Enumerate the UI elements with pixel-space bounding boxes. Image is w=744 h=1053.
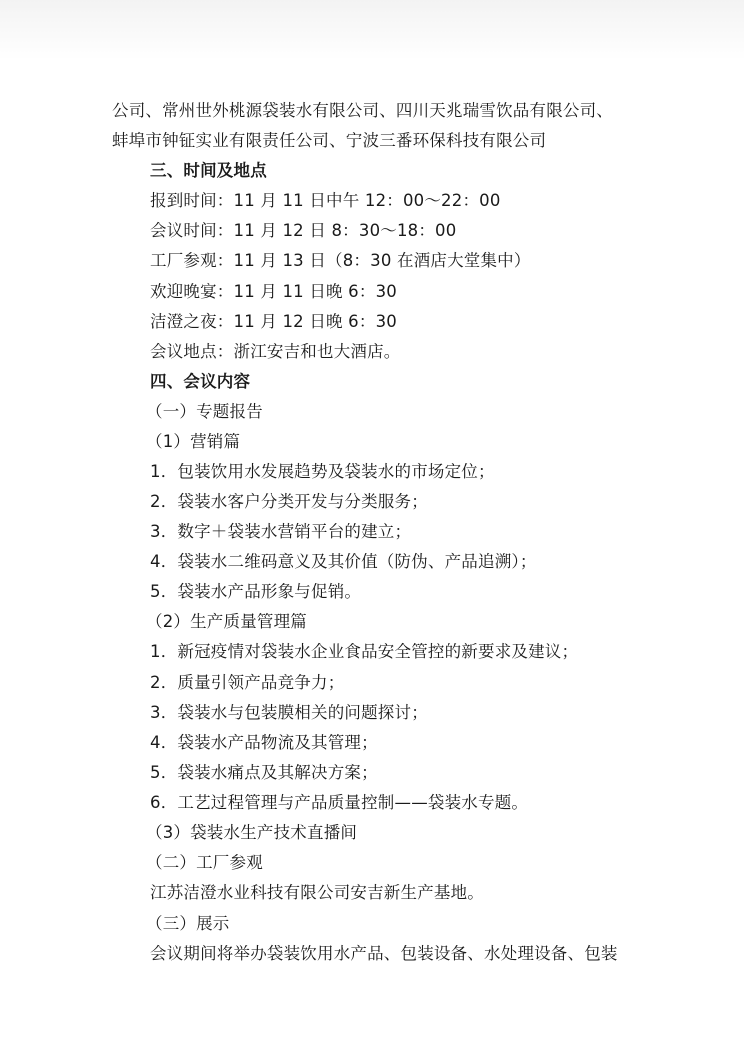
marketing-item-2: 2．袋装水客户分类开发与分类服务； xyxy=(150,492,428,511)
subsection-topic-reports: （一）专题报告 xyxy=(146,402,263,421)
quality-item-3: 3．袋装水与包装膜相关的问题探讨； xyxy=(150,703,428,722)
marketing-item-5: 5．袋装水产品形象与促销。 xyxy=(150,582,362,601)
section-3-heading: 三、时间及地点 xyxy=(150,161,267,180)
quality-item-6: 6．工艺过程管理与产品质量控制——袋装水专题。 xyxy=(150,793,529,812)
jiecheng-night-time: 洁澄之夜：11 月 12 日晚 6：30 xyxy=(150,312,397,331)
marketing-item-4: 4．袋装水二维码意义及其价值（防伪、产品追溯）； xyxy=(150,552,537,571)
intro-line-2: 蚌埠市钟钲实业有限责任公司、宁波三番环保科技有限公司 xyxy=(112,131,547,150)
quality-item-4: 4．袋装水产品物流及其管理； xyxy=(150,733,378,752)
quality-item-5: 5．袋装水痛点及其解决方案； xyxy=(150,763,378,782)
marketing-item-3: 3．数字＋袋装水营销平台的建立； xyxy=(150,522,412,541)
part-livestream-title: （3）袋装水生产技术直播间 xyxy=(146,823,358,842)
meeting-time: 会议时间：11 月 12 日 8：30～18：00 xyxy=(150,221,457,240)
marketing-item-1: 1．包装饮用水发展趋势及袋装水的市场定位； xyxy=(150,462,495,481)
welcome-dinner-time: 欢迎晚宴：11 月 11 日晚 6：30 xyxy=(150,282,397,301)
checkin-time: 报到时间：11 月 11 日中午 12：00～22：00 xyxy=(150,191,501,210)
part-marketing-title: （1）营销篇 xyxy=(146,432,241,451)
subsection-exhibition: （三）展示 xyxy=(146,914,230,933)
part-quality-title: （2）生产质量管理篇 xyxy=(146,612,307,631)
subsection-factory-visit: （二）工厂参观 xyxy=(146,853,263,872)
exhibition-text: 会议期间将举办袋装饮用水产品、包装设备、水处理设备、包装 xyxy=(150,944,618,963)
intro-line-1: 公司、常州世外桃源袋装水有限公司、四川天兆瑞雪饮品有限公司、 xyxy=(112,101,613,120)
meeting-location: 会议地点：浙江安吉和也大酒店。 xyxy=(150,342,401,361)
section-4-heading: 四、会议内容 xyxy=(150,372,251,391)
factory-visit-text: 江苏洁澄水业科技有限公司安吉新生产基地。 xyxy=(150,883,484,902)
quality-item-1: 1．新冠疫情对袋装水企业食品安全管控的新要求及建议； xyxy=(150,642,579,661)
factory-visit-time: 工厂参观：11 月 13 日（8：30 在酒店大堂集中） xyxy=(150,251,531,270)
quality-item-2: 2．质量引领产品竞争力； xyxy=(150,673,345,692)
